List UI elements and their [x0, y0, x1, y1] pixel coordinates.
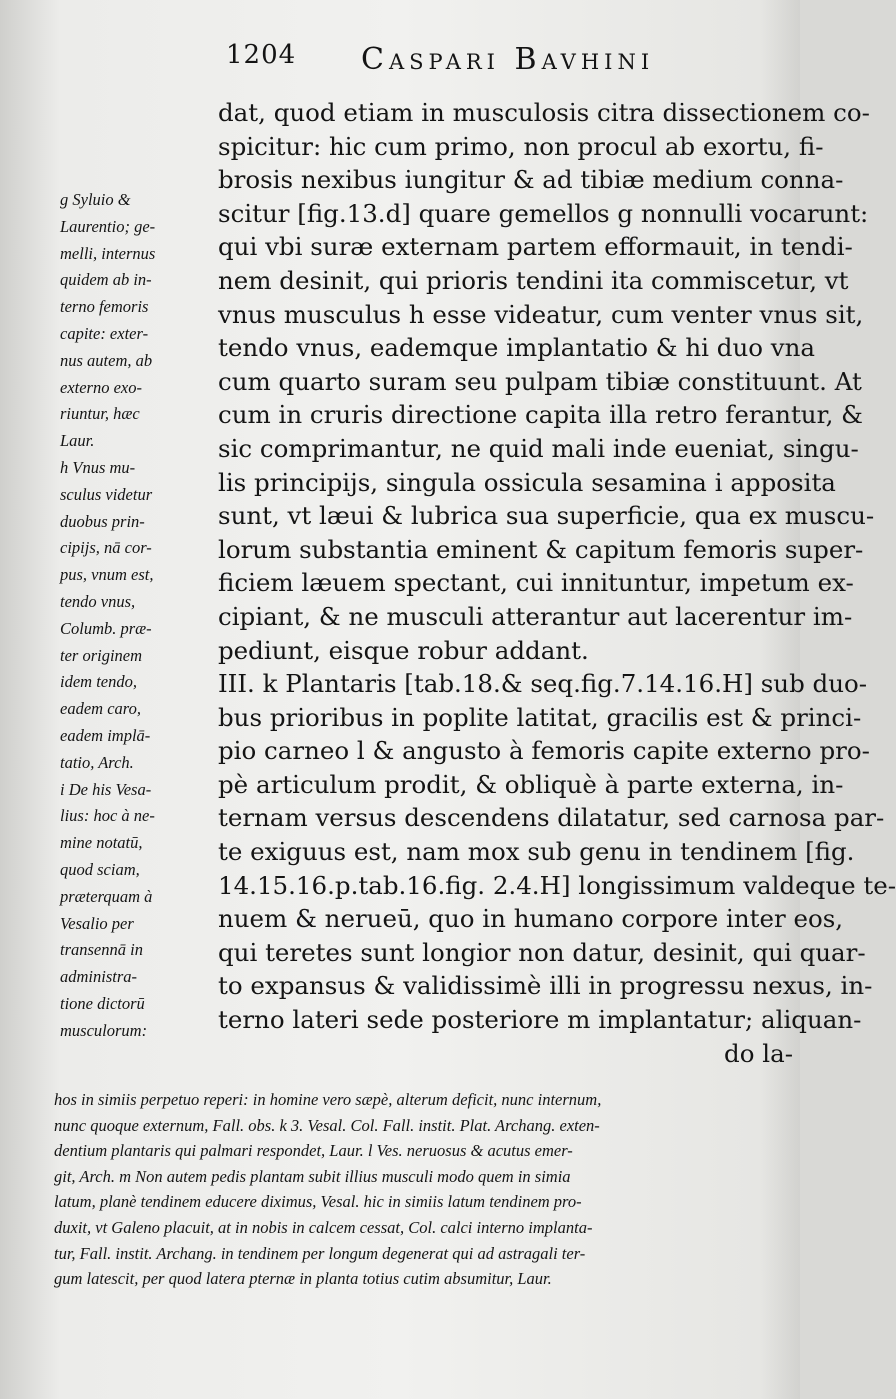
- text-line: ternam versus descendens dilatatur, sed carnosa par-: [218, 803, 885, 833]
- running-head: Caspari Bavhini: [361, 42, 655, 77]
- text-line: te exiguus est, nam mox sub genu in tendinem [fig.: [218, 837, 855, 867]
- text-line: vnus musculus h esse videatur, cum venter vnus sit,: [218, 299, 864, 329]
- margin-note-line: riuntur, hæc: [60, 404, 140, 424]
- margin-note-line: sculus videtur: [60, 484, 153, 504]
- margin-note-line: tatio, Arch.: [60, 752, 134, 772]
- margin-note-line: externo exo-: [60, 377, 142, 397]
- margin-note-line: capite: exter-: [60, 323, 149, 343]
- footnote-line: tur, Fall. instit. Archang. in tendinem per longum degenerat qui ad astragali ter-: [54, 1243, 586, 1263]
- margin-note-line: eadem implā-: [60, 725, 151, 745]
- text-line: nuem & nerueū, quo in humano corpore inter eos,: [218, 904, 844, 934]
- text-line: to expansus & validissimè illi in progressu nexus, in-: [218, 971, 873, 1001]
- footnote-line: git, Arch. m Non autem pedis plantam subit illius musculi modo quem in simia: [54, 1166, 571, 1186]
- text-line: cum quarto suram seu pulpam tibiæ constituunt. At: [218, 366, 862, 396]
- text-line: scitur [fig.13.d] quare gemellos g nonnulli vocarunt:: [218, 198, 869, 228]
- text-line: sunt, vt læui & lubrica sua superficie, qua ex muscu-: [218, 501, 875, 531]
- margin-note-line: musculorum:: [60, 1020, 148, 1040]
- margin-note-line: tione dictorū: [60, 993, 145, 1013]
- footnote-line: gum latescit, per quod latera pternæ in planta totius cutim absumitur, Laur.: [54, 1269, 552, 1289]
- text-line: spicitur: hic cum primo, non procul ab exortu, fi-: [218, 131, 824, 161]
- text-line: brosis nexibus iungitur & ad tibiæ medium conna-: [218, 165, 844, 195]
- margin-note-line: Laurentio; ge-: [60, 216, 156, 236]
- footnotes: [54, 1087, 794, 1292]
- margin-note-line: Columb. præ-: [60, 618, 152, 638]
- margin-note-line: lius: hoc à ne-: [60, 806, 155, 826]
- page-number: 1204: [226, 40, 297, 70]
- text-line: III. k Plantaris [tab.18.& seq.fig.7.14.16.H] sub duo-: [218, 669, 868, 699]
- margin-note-line: administra-: [60, 967, 138, 987]
- main-text-column: [218, 96, 896, 1070]
- margin-note-line: ter originem: [60, 645, 143, 665]
- margin-note-line: nus autem, ab: [60, 350, 153, 370]
- text-line: qui vbi suræ externam partem efformauit, in tendi-: [218, 232, 853, 262]
- margin-note-line: duobus prin-: [60, 511, 145, 531]
- text-line: do la-: [724, 1038, 793, 1068]
- margin-note-line: h Vnus mu-: [60, 457, 136, 477]
- margin-note-line: quidem ab in-: [60, 270, 152, 290]
- margin-notes: [60, 187, 215, 1045]
- text-line: dat, quod etiam in musculosis citra dissectionem co-: [218, 98, 870, 127]
- text-line: cum in cruris directione capita illa retro ferantur, &: [218, 400, 863, 430]
- text-line: lis principijs, singula ossicula sesamina i apposita: [218, 467, 836, 497]
- text-line: cipiant, & ne musculi atterantur aut lacerentur im-: [218, 601, 853, 631]
- margin-note-line: præterquam à: [60, 886, 153, 906]
- footnote-line: nunc quoque externum, Fall. obs. k 3. Vesal. Col. Fall. instit. Plat. Archang. exten-: [54, 1115, 600, 1135]
- text-line: pediunt, eisque robur addant.: [218, 635, 589, 665]
- text-line: lorum substantia eminent & capitum femoris super-: [218, 534, 864, 564]
- text-line: sic comprimantur, ne quid mali inde eueniat, singu-: [218, 433, 859, 463]
- margin-note-line: cipijs, nā cor-: [60, 538, 152, 558]
- footnote-line: hos in simiis perpetuo reperi: in homine vero sæpè, alterum deficit, nunc internum,: [54, 1090, 602, 1109]
- margin-note-line: quod sciam,: [60, 859, 140, 879]
- text-line: pio carneo l & angusto à femoris capite externo pro-: [218, 736, 870, 766]
- margin-note-line: transennā in: [60, 940, 143, 960]
- margin-note-line: pus, vnum est,: [60, 565, 154, 585]
- footnote-line: dentium plantaris qui palmari respondet, Laur. l Ves. neruosus & acutus emer-: [54, 1141, 573, 1161]
- margin-note-line: Laur.: [60, 431, 95, 451]
- text-line: nem desinit, qui prioris tendini ita commiscetur, vt: [218, 265, 849, 295]
- text-line: pè articulum prodit, & obliquè à parte externa, in-: [218, 769, 844, 799]
- margin-note-line: g Syluio &: [60, 190, 131, 209]
- margin-note-line: terno femoris: [60, 297, 149, 317]
- text-line: ficiem læuem spectant, cui innituntur, impetum ex-: [218, 568, 854, 598]
- margin-note-line: eadem caro,: [60, 699, 141, 719]
- text-line: qui teretes sunt longior non datur, desinit, qui quar-: [218, 937, 866, 967]
- footnote-line: duxit, vt Galeno placuit, at in nobis in calcem cessat, Col. calci interno implanta-: [54, 1217, 593, 1237]
- margin-note-line: tendo vnus,: [60, 591, 136, 611]
- margin-note-line: i De his Vesa-: [60, 779, 152, 799]
- margin-note-line: Vesalio per: [60, 913, 134, 933]
- margin-note-line: idem tendo,: [60, 672, 137, 692]
- text-line: 14.15.16.p.tab.16.fig. 2.4.H] longissimum valdeque te-: [218, 870, 896, 900]
- margin-note-line: melli, internus: [60, 243, 156, 263]
- page-header: [226, 34, 786, 84]
- footnote-line: latum, planè tendinem educere diximus, Vesal. hic in simiis latum tendinem pro-: [54, 1192, 582, 1212]
- margin-note-line: mine notatū,: [60, 833, 143, 853]
- text-line: terno lateri sede posteriore m implantatur; aliquan-: [218, 1005, 862, 1035]
- text-line: tendo vnus, eademque implantatio & hi duo vna: [218, 333, 816, 363]
- text-line: bus prioribus in poplite latitat, gracilis est & princi-: [218, 702, 862, 732]
